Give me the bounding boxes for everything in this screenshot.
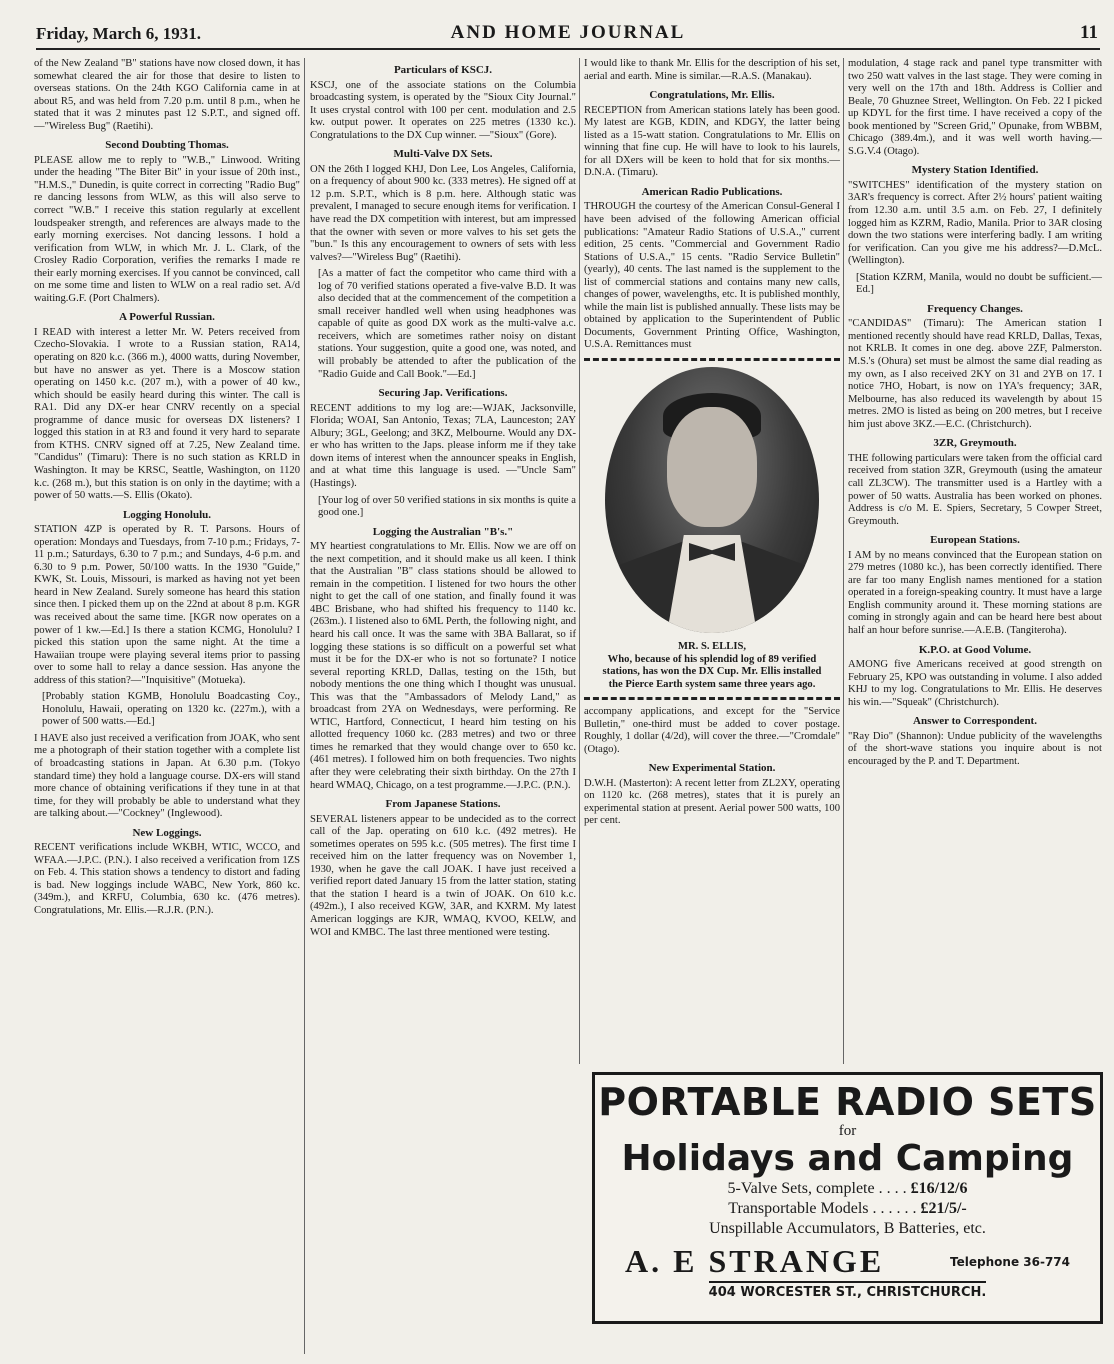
article-heading: Securing Jap. Verifications. [378,387,508,400]
article-text: RECENT verifications include WKBH, WTIC, WCCO, and WFAA.—J.P.C. (P.N.). I also received a verification from 1ZS on Feb. 4. This station shows a tendency to distort and fading is bad. New loggings include WABC, New York, 860 kc. (349m.), and KRFU, Columbia, 630 kc. (476 metres). Congratulations, Mr. Ellis.—R.J.R. (P.N.). [34,842,300,916]
ad-line-3: Unspillable Accumulators, B Batteries, etc. [709,1220,986,1237]
column-rule-3 [843,58,844,1064]
shop-address: 404 WORCESTER ST., CHRISTCHURCH. [709,1281,987,1300]
editor-note: [Probably station KGMB, Honolulu Boadcasting Coy., Honolulu, Hawaii, operating on 1320 kc. (227m.), with a power of 500 watts.—Ed.] [42,691,300,728]
article-text: "SWITCHES" identification of the mystery station on 3AR's frequency is correct. After 2½ hours' patient waiting from 12.30 a.m. until 3.5 a.m. on Feb. 27, I definitely logged him as KZRM, Radio, Manila. Prior to 3AR closing down the two stations were interfering badly. I am writing for verification. Can you give me his address?—D.McL. (Wellington). [848,179,1102,267]
ad-line-1 [595,1179,1100,1199]
article-text: "Ray Dio" (Shannon): Undue publicity of the wavelengths of the short-wave stations you inquire about is not encouraged by the P. and T. Department. [848,730,1102,767]
article-text: SEVERAL listeners appear to be undecided as to the correct call of the Jap. operating on 610 k.c. (492 metres). He sometimes operates on 595 k.c. (505 metres). The first time I received him on the latter frequency was on November 1, 1930, when he gave the call JOAK. I have just received a verified report dated January 15 from the latter station, stating that the station I heard is a twin of JOAK. On 610 k.c. (492m.), I also received KGW, 3AR, and KXRM. My latest American loggings are KJR, WMAQ, KVOO, KELW, and WOI and KMBC. The last three mentioned were testing. [310,813,576,938]
article-text: KSCJ, one of the associate stations on the Columbia broadcasting system, is operated by the "Sioux City Journal." It uses crystal control with 100 per cent. modulation and 2.5 kw. output power. It operates on 225 metres (1330 kc.). Congratulations to the DX Cup winner. —"Sioux" (Gore). [310,79,576,141]
article-text: D.W.H. (Masterton): A recent letter from ZL2XY, operating on 1120 kc. (268 metres), states that it is purely an experimental station at present. Aerial power 500 watts, 100 per cent. [584,777,840,827]
page-number: 11 [1080,22,1098,43]
ad-line-2 [595,1199,1100,1219]
ad-shop [595,1243,1100,1281]
article-text: RECEPTION from American stations lately has been good. My latest are KGB, KDIN, and KDGY, the latter being listed as a 15-watt station. Congratulations to Mr. Ellis on winning that fine cup. He will have to look to his laurels, for all DXers will be keen to hold that for six months.—D.N.A. (Timaru). [584,104,840,179]
ad-for: for [838,1123,857,1139]
column-4 [848,58,1102,1064]
portrait-photo [605,367,819,633]
article-heading: A Powerful Russian. [119,311,215,324]
article-text: STATION 4ZP is operated by R. T. Parsons. Hours of operation: Mondays and Tuesdays, from 7-10 p.m.; Fridays, 7-11 p.m.; Saturdays, 6.30 to 7 p.m.; and Sundays, 4-6 p.m. and 6.30 to 9 p.m. Power, 50/100 watts. In the 1930 "Guide," KWK, St. Louis, Missouri, is marked as having not yet been heard in New Zealand. Surely someone has heard this station since then. I picked them up on the 22nd at about 8 p.m. KGR was received about the same time. [KGR now operates on a power of 1 kw.—Ed.] Is there a station KCMG, Honolulu? I picked this station upon the same night. At the time a Hawaiian troupe were playing several items prior to passing over to some hall to relay a dance session. Has anyone the address of this station?—"Inquisitive" (Motueka). [34,524,301,686]
article-text: THROUGH the courtesy of the American Consul-General I have been advised of the following American official publications: "Amateur Radio Stations of U.S.A.," current edition, 25 cents. "Commercial and Government Radio Stations of U.S.A.," 15 cents. "Radio Service Bulletin" (yearly), 40 cents. The last named is the supplement to the list of commercial stations and contains many new calls, changes of power, wavelengths, etc. It is published monthly, while the main list is published annually. These lists may be obtained by application to the Superintendent of Public Documents, Government Printing Office, Washington, U.S.A. Remittances must [584,201,840,351]
article-heading: Particulars of KSCJ. [393,64,493,76]
ad-line-1-price: £16/12/6 [910,1180,968,1197]
dashed-rule [584,358,840,361]
editor-note: [Your log of over 50 verified stations in six months is quite a good one.] [318,494,576,519]
article-text: I READ with interest a letter Mr. W. Peters received from Czecho-Slovakia. I wrote to a Russian station, RA14, operating on 820 k.c. (366 m.), 4000 watts, during November, but have no answer as yet. There is a Moscow station operating on 1450 k.c. (207 m.), with a power of 40 kw., which should be easily heard during this winter. The call is RA1. Did any DX-er hear CNRV recently on a special programme of dance music for overseas DX listeners? I logged this station in at R3 and found it very hard to separate from KTHS. CNRV signed off at 7.25, New Zealand time. "Candidus" (Timaru): There is no such station as KRLD in Washington. It may be KRSC, Seattle, Washington, on 1120 k.c. (268 m.), but this station is on only in the daytime; with a power of 50 watts.—S. Ellis (Okato). [34,326,300,502]
ad-line-2-price: £21/5/- [920,1200,967,1217]
portrait-block [584,367,840,691]
photo-caption-name: MR. S. ELLIS, [678,641,746,653]
column-2 [310,58,576,1354]
journal-title: AND HOME JOURNAL [450,22,686,43]
article-text: THE following particulars were taken from the official card received from station 3ZR, Greymouth (using the amateur call ZL3CW). The transmitter used is a Hartley with a power of 50 watts. Australia has been worked on phones. Address is c/o M. E. Spiers, Secretary, 5 Cowper Street, Greymouth. [848,452,1102,527]
article-heading: Answer to Correspondent. [913,715,1037,728]
article-heading: Second Doubting Thomas. [105,139,229,152]
photo-caption: Who, because of his splendid log of 89 verified stations, has won the DX Cup. Mr. Ellis installed the Pierce Earth system same three years ago. [602,653,822,690]
article-text: modulation, 4 stage rack and panel type transmitter with two 250 watt valves in the last stage. They were coming in very well on the 17th and 18th. Address is Collier and Beale, 70 Ghuznee Street, Wellington. On Feb. 22 I picked up KDYL for the first time. I have received a copy of the book mentioned by "Screen Grid," Opunake, from WBBM, Chicago (389.4m.), and it was well worth having.—S.G.V.4 (Otago). [848,58,1102,157]
column-3 [584,58,840,1064]
ad-line-1-text: 5-Valve Sets, complete . . . . [727,1180,907,1197]
dashed-rule [584,697,840,700]
article-heading: Multi-Valve DX Sets. [393,148,493,161]
shop-name: A. E STRANGE [625,1243,885,1279]
article-text: "CANDIDAS" (Timaru): The American station I mentioned recently should have read KRLD, Dallas, Texas, not KRLB. It comes in one deg. above 2ZF, Palmerston. M.S.'s (Ohura) set must be almost the same dial reading as my own, as I also received 2KY on 31 and 2YB on 17. I notice 7HO, Hobart, is now on 1YA's frequency; 3AR, Melbourne, has also reduced its wavelength by about 15 metres. 2MO is listed as being on 200 metres, but I receive him just above 3KZ.—E.C. (Christchurch). [848,318,1102,430]
article-text: AMONG five Americans received at good strength on February 25, KPO was outstanding in volume. I also added KHJ to my log. Congratulations to Mr. Ellis. He deserves his win.—"Squeak" (Christchurch). [848,659,1102,708]
article-heading: 3ZR, Greymouth. [933,437,1017,450]
editor-note: [As a matter of fact the competitor who came third with a log of 70 verified stations operated a five-valve B.D. It was also decided that at the commencement of the competition a small receiver handled well when using headphones was capable of quite as good DX work as the multi-valve a.c. receivers, which are sometimes rather noisy on distant stations. Your suggestion, quite a good one, was noted, and will probably be attended to after the publication of the "Radio Guide and Call Book."—Ed.] [318,268,576,380]
article-heading: Logging the Australian "B's." [372,525,514,538]
article-text: ON the 26th I logged KHJ, Don Lee, Los Angeles, California, on a frequency of about 900 kc. (333 metres). He signed off at 12 p.m. S.P.T., which is 8 p.m. here. Although static was prevalent, I managed to secure enough items for verification. I have read the DX competition with interest, but am impressed that the owner with seven or more valves to his set gets the "bun." Is this any encouragement to owners of sets with less valves?—"Wireless Bug" (Raetihi). [310,163,576,263]
shop-telephone: Telephone 36-774 [950,1255,1070,1269]
article-text: MY heartiest congratulations to Mr. Ellis. Now we are off on the next competition, and it should make us all keen. I think that the Australian "B" class stations should be allowed to remain in the competition. I listened for two hours the other night to get the call of one station, and finally found it was 4BC Brisbane, who had shifted his frequency to 1140 kc. (263m.). I listened also to 6ML Perth, the following night, and heard his call once. It was the same with 3BA Ballarat, so if logging these stations is so difficult on a powerful set what must it be for the DX-er who is not so fortunate? I notice several reporting KRLD, Dallas, testing on the 15th, but nobody mentions the one thing which I thought was unusual. This was that the "Ambassadors of Melody Land," as broadcast from 2YA on Wednesdays, were performing. Re WTIC, Hartford, Connecticut, I heard him testing on his allotted frequency 1060 kc. (283 metres) and two or three times he remarked that they would change over to 650 kc. (461 metres). I followed him on both frequencies. Two nights after they were celebrating their sixth birthday. On the 27th I heard WMAQ, Chicago, on a test programme.—J.P.C. (P.N.). [310,541,576,791]
article-heading: New Loggings. [132,826,202,839]
article-text: I AM by no means convinced that the European station on 279 metres (1080 kc.), has been correctly identified. There are far too many English names mentioned for a station operated in a foreign-speaking country. It must have a large English community around it. These morning stations are coming in strongly again and can be heard here best about half an hour before sunrise.—A.E.B. (Tangiteroha). [848,549,1102,636]
article-text: RECENT additions to my log are:—WJAK, Jacksonville, Florida; WOAI, San Antonio, Texas; 7LA, Launceston; 2AY Albury; 3GL, Geelong; and 3KZ, Melbourne. Would any DX-er who has written to the Japs. please inform me if they take down items of interest when the announcer speaks in English, and at what time this language is used. —"Uncle Sam" (Hastings). [310,402,576,489]
article-heading: Mystery Station Identified. [911,164,1039,177]
ad-subhead: Holidays and Camping [621,1138,1074,1179]
article-heading: European Stations. [930,534,1020,547]
issue-date: Friday, March 6, 1931. [36,24,201,43]
ad-line-2-text: Transportable Models . . . . . . [728,1200,917,1217]
article-text: I HAVE also just received a verification from JOAK, who sent me a photograph of their station together with a complete list of broadcasting stations in Japan. At 6.30 p.m. (Tokyo standard time) they hold a language course. DX-ers will stand more chance of obtaining verifications if they tune in at that time, for they will probably be able to understand what they are talking about.—"Cockney" (Inglewood). [34,732,300,820]
article-heading: New Experimental Station. [648,762,776,775]
article-heading: Congratulations, Mr. Ellis. [649,89,775,102]
article-text: of the New Zealand "B" stations have now closed down, it has somewhat cleared the air for those that desire to listen to overseas stations. On the 24th KGO California came in at about R5, and was held from 7.20 p.m. until 8 p.m., when he stated that it was 2 minutes past 12 S.P.T., and signed off.—"Wireless Bug" (Raetihi). [34,58,300,132]
article-text: PLEASE allow me to reply to "W.B.," Linwood. Writing under the heading "The Biter Bit" in your issue of 20th inst., "H.M.S.," Dunedin, is quite correct in correcting "Radio Bug" re dancing lessons from WLW, as this will also serve to correct "W.B." I receive this station regularly at excellent loudspeaker strength, and references are always made to the early morning exercises. Not dancing lessons. I hold a verification from WLW, in which Mr. J. L. Clark, of the Crosley Radio Corporation, verifies the remarks I made re their early morning exercises. If you cannot be convinced, call on me some time and listen to WLW on a real radio set. A/d waiting.G.F. (Port Chalmers). [34,154,300,304]
article-heading: From Japanese Stations. [385,798,501,811]
editor-note: [Station KZRM, Manila, would no doubt be sufficient.—Ed.] [856,271,1102,296]
column-rule-1 [304,58,305,1354]
column-1 [34,58,300,1354]
column-rule-2 [579,58,580,1064]
article-heading: K.P.O. at Good Volume. [918,643,1032,656]
advertisement [592,1072,1103,1324]
article-heading: American Radio Publications. [641,185,783,198]
masthead [36,18,1100,50]
ad-headline: PORTABLE RADIO SETS [598,1080,1097,1124]
article-heading: Frequency Changes. [927,302,1023,315]
article-text: I would like to thank Mr. Ellis for the description of his set, aerial and earth. Mine is similar.—R.A.S. (Manakau). [584,58,840,82]
article-heading: Logging Honolulu. [122,508,212,521]
article-text: accompany applications, and except for the "Service Bulletin," one-third must be added to cover postage. Roughly, 1 dollar (4/2d), will cover the three.—"Cromdale" (Otago). [584,706,840,755]
